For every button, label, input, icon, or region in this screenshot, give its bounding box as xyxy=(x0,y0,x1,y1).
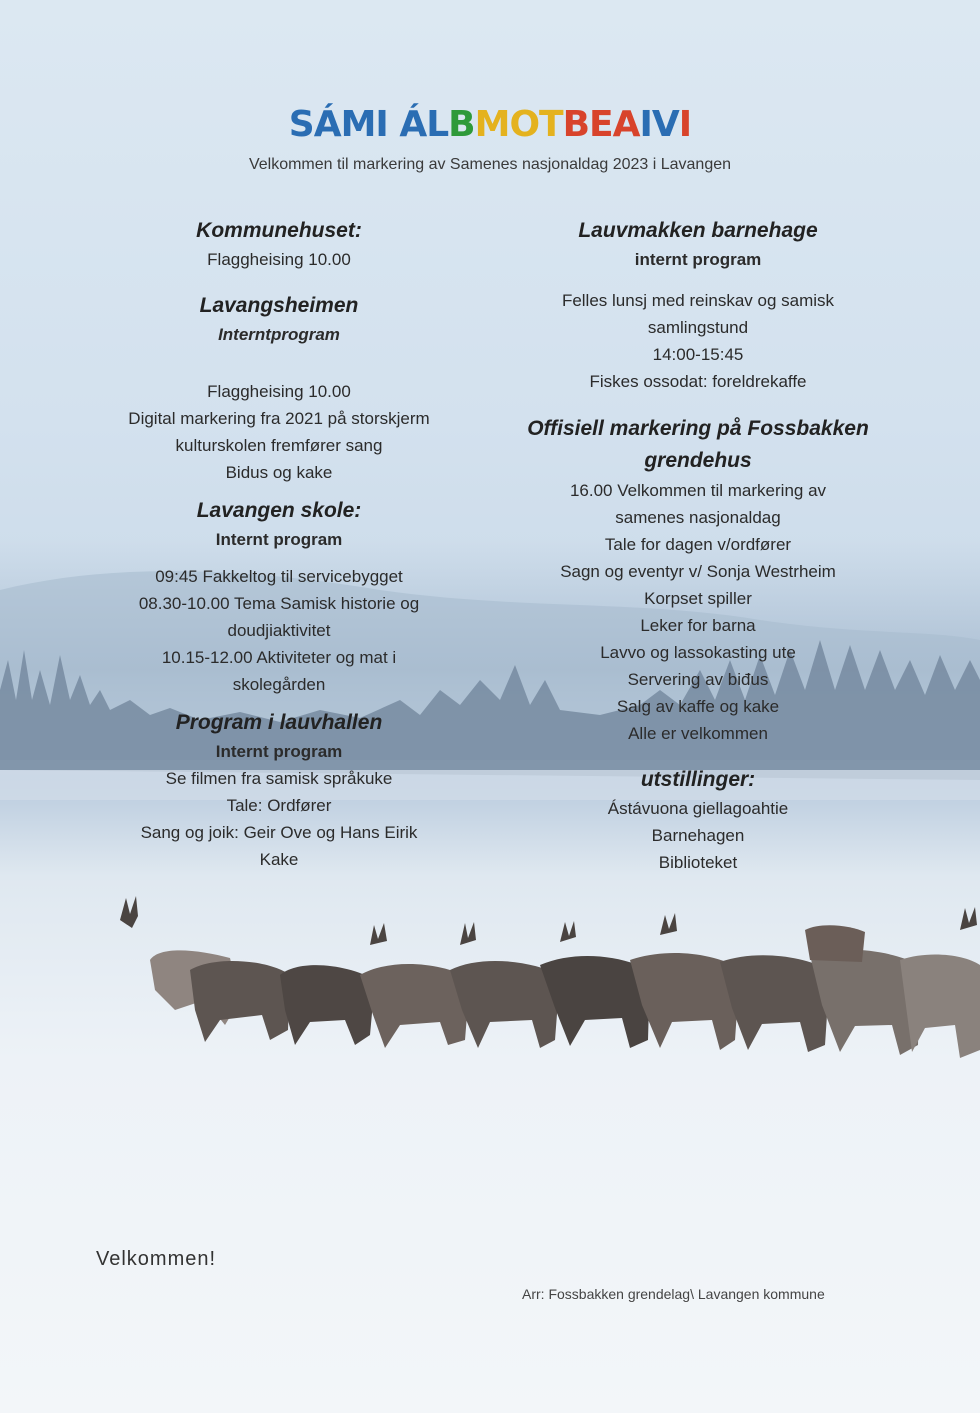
program-line: Servering av biđus xyxy=(627,670,769,689)
section-lauvmakken-barnehage xyxy=(520,216,876,395)
program-line: Biblioteket xyxy=(658,853,738,872)
title-part: OT xyxy=(509,104,563,145)
program-line: Barnehagen xyxy=(651,826,745,845)
section-subheading: internt program xyxy=(634,250,762,269)
program-line: Sagn og eventyr v/ Sonja Westrheim xyxy=(560,562,836,581)
program-line: Salg av kaffe og kake xyxy=(616,697,780,716)
program-line: Sang og joik: Geir Ove og Hans Eirik xyxy=(140,823,418,842)
program-line: Ástávuona giellagoahtie xyxy=(607,799,789,818)
program-line: doudjiaktivitet xyxy=(227,621,331,640)
title-part: BE xyxy=(562,104,613,145)
section-lauvhallen xyxy=(90,708,468,873)
program-line: 08.30-10.00 Tema Samisk historie og xyxy=(138,594,420,613)
title-part: A xyxy=(612,104,640,145)
section-heading: Kommunehuset: xyxy=(196,219,362,242)
program-line: Flaggheising 10.00 xyxy=(207,250,351,269)
program-line: 09:45 Fakkeltog til servicebygget xyxy=(155,567,403,586)
program-line: Bidus og kake xyxy=(225,463,333,482)
program-line: Kake xyxy=(259,850,299,869)
section-heading: Offisiell markering på Fossbakken xyxy=(527,417,869,440)
program-line: Alle er velkommen xyxy=(628,724,768,743)
section-lavangsheimen xyxy=(90,291,468,486)
program-line: kulturskolen fremfører sang xyxy=(175,436,383,455)
section-heading: grendehus xyxy=(644,449,752,472)
section-heading: utstillinger: xyxy=(640,768,756,791)
section-subheading: Internt program xyxy=(215,530,343,549)
right-column xyxy=(520,216,876,876)
program-line: samlingstund xyxy=(647,318,749,337)
title-part: B xyxy=(448,104,475,145)
section-subheading: Internt program xyxy=(215,742,343,761)
program-line: Korpset spiller xyxy=(644,589,752,608)
section-subheading: Interntprogram xyxy=(218,325,340,344)
title-part: IV xyxy=(639,104,679,145)
program-line: skolegården xyxy=(232,675,326,694)
title-part: I xyxy=(678,104,692,145)
page-title xyxy=(0,104,980,145)
section-heading: Lavangsheimen xyxy=(199,294,359,317)
section-heading: Program i lauvhallen xyxy=(175,711,383,734)
section-lavangen-skole xyxy=(90,496,468,698)
program-line: Fiskes ossodat: foreldrekaffe xyxy=(589,372,807,391)
welcome-text: Velkommen! xyxy=(96,1248,217,1270)
organizer-text: Arr: Fossbakken grendelag\ Lavangen kommune xyxy=(522,1286,825,1302)
section-heading: Lauvmakken barnehage xyxy=(578,219,818,242)
program-line: 10.15-12.00 Aktiviteter og mat i xyxy=(161,648,397,667)
section-utstillinger xyxy=(520,765,876,876)
program-line: samenes nasjonaldag xyxy=(615,508,781,527)
program-line: Leker for barna xyxy=(640,616,756,635)
section-fossbakken-grendehus xyxy=(520,413,876,747)
program-line: Tale: Ordfører xyxy=(226,796,332,815)
program-line: Felles lunsj med reinskav og samisk xyxy=(561,291,835,310)
title-part: M xyxy=(474,104,510,145)
program-line: Digital markering fra 2021 på storskjerm xyxy=(128,409,430,428)
left-column xyxy=(90,216,468,873)
reindeer-herd xyxy=(120,896,980,1058)
title-part: SÁMI xyxy=(288,104,400,145)
program-line: 14:00-15:45 xyxy=(652,345,744,364)
program-line: 16.00 Velkommen til markering av xyxy=(569,481,827,500)
program-line: Lavvo og lassokasting ute xyxy=(600,643,796,662)
section-heading: Lavangen skole: xyxy=(196,499,362,522)
subtitle: Velkommen til markering av Samenes nasjonaldag 2023 i Lavangen xyxy=(248,156,732,173)
program-line: Tale for dagen v/ordfører xyxy=(604,535,792,554)
title-part: ÁL xyxy=(399,104,449,145)
program-line: Flaggheising 10.00 xyxy=(207,382,351,401)
program-line: Se filmen fra samisk språkuke xyxy=(165,769,393,788)
section-kommunehuset xyxy=(90,216,468,273)
